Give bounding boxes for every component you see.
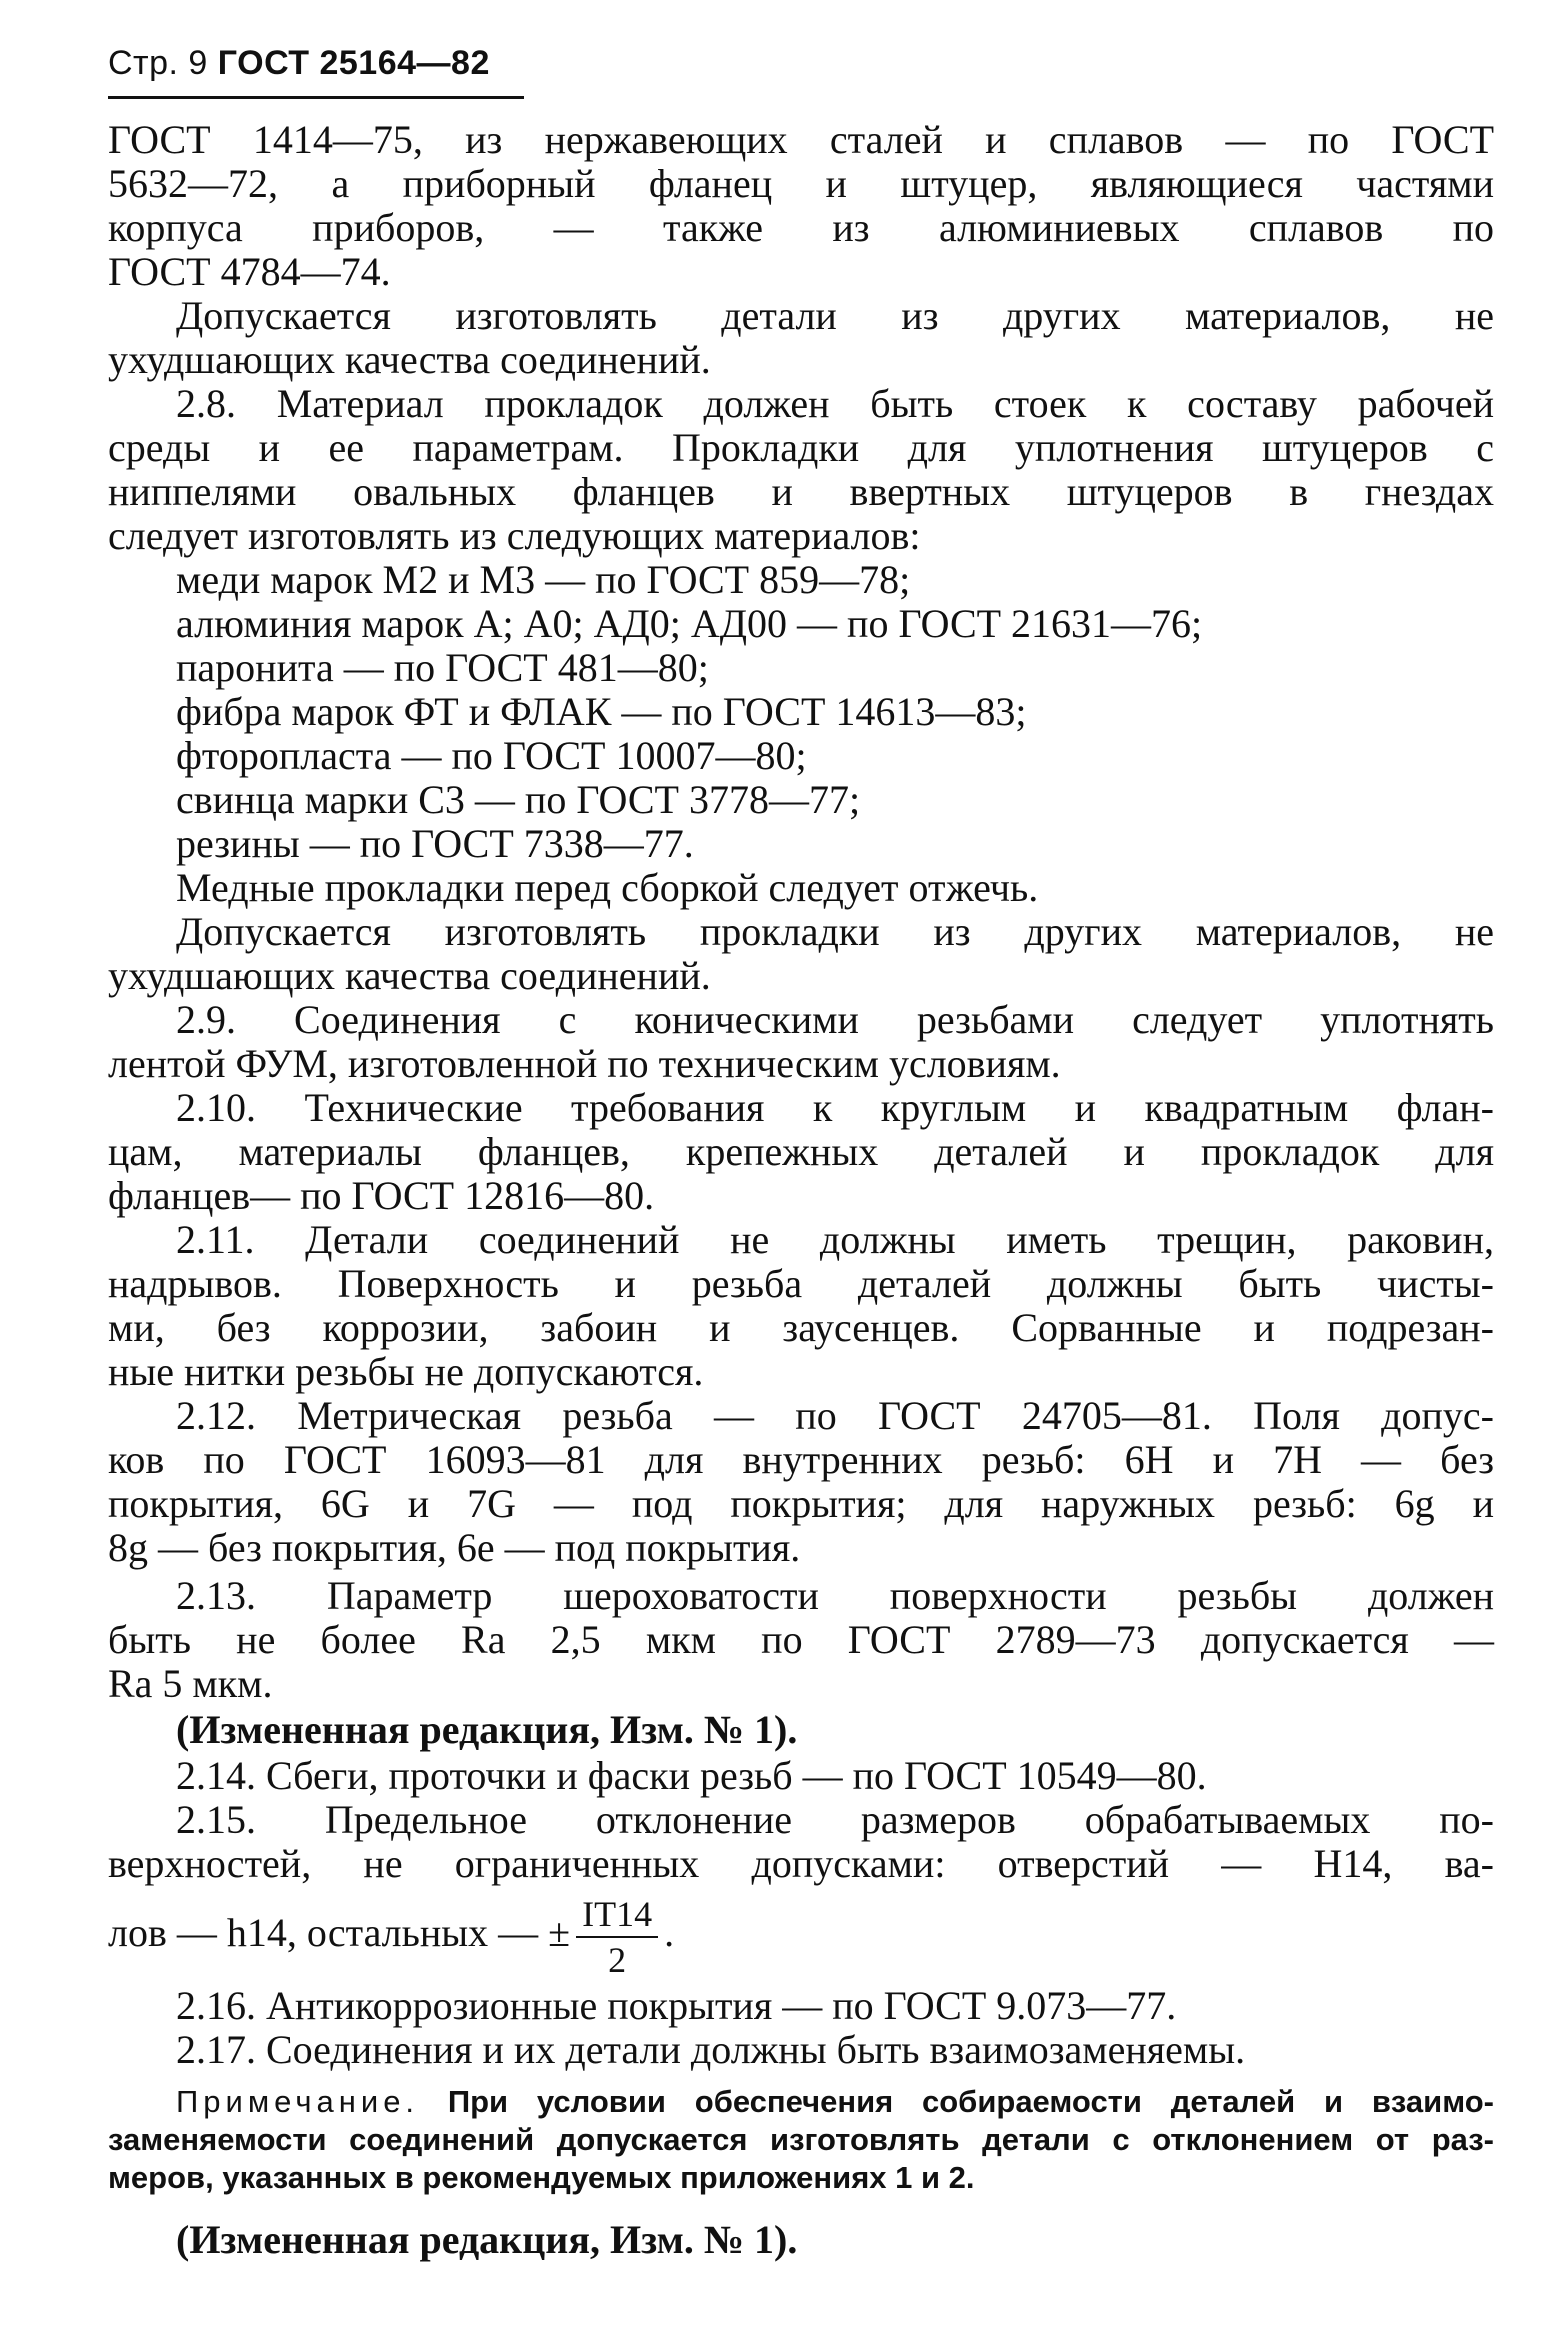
text-line: 5632—72, а приборный фланец и штуцер, являющиеся частями [108,161,1494,206]
text-line: 2.11. Детали соединений не должны иметь трещин, раковин, [176,1217,1494,1262]
text-line: ниппелями овальных фланцев и ввертных штуцеров в гнездах [108,469,1494,514]
text-line: быть не более Ra 2,5 мкм по ГОСТ 2789—73 допускается — [108,1617,1494,1662]
text-line: ми, без коррозии, забоин и заусенцев. Сорванные и подрезан- [108,1305,1494,1350]
fraction [576,1896,658,1978]
text-line: 2.17. Соединения и их детали должны быть взаимозаменяемы. [176,2027,1246,2072]
text-line: 2.15. Предельное отклонение размеров обрабатываемых по- [176,1797,1494,1842]
text-line: Допускается изготовлять детали из других материалов, не [176,293,1494,338]
page-header [108,44,490,83]
header-rule [108,96,524,99]
list-item: свинца марки С3 — по ГОСТ 3778—77; [176,777,861,822]
text-line: верхностей, не ограниченных допусками: отверстий — Н14, ва- [108,1841,1494,1886]
text-line: Медные прокладки перед сборкой следует отжечь. [176,865,1039,910]
text-line: 2.12. Метрическая резьба — по ГОСТ 24705—81. Поля допус- [176,1393,1494,1438]
fraction-denominator: 2 [608,1940,627,1980]
text-line: 2.14. Сбеги, проточки и фаски резьб — по ГОСТ 10549—80. [176,1753,1207,1798]
formula-end: . [664,1910,675,1956]
text-line: ГОСТ 1414—75, из нержавеющих сталей и сплавов — по ГОСТ [108,117,1494,162]
text-line: Допускается изготовлять прокладки из других материалов, не [176,909,1494,954]
list-item: фторопласта — по ГОСТ 10007—80; [176,733,807,778]
text-line: 2.10. Технические требования к круглым и квадратным флан- [176,1085,1494,1130]
list-item: алюминия марок А; А0; АД0; АД00 — по ГОСТ 21631—76; [176,601,1203,646]
change-note: (Измененная редакция, Изм. № 1). [176,1707,798,1752]
text-line: следует изготовлять из следующих материалов: [108,513,921,558]
text-line: ухудшающих качества соединений. [108,337,711,382]
list-item: меди марок М2 и М3 — по ГОСТ 859—78; [176,557,911,602]
text-line: лентой ФУМ, изготовленной по техническим условиям. [108,1041,1061,1086]
text-line: ные нитки резьбы не допускаются. [108,1349,704,1394]
standard-code: ГОСТ 25164—82 [217,44,490,82]
text-line: корпуса приборов, — также из алюминиевых сплавов по [108,205,1494,250]
text-line: ков по ГОСТ 16093—81 для внутренних резьб: 6Н и 7Н — без [108,1437,1494,1482]
fraction-numerator: IT14 [576,1896,658,1938]
text-line: 2.9. Соединения с коническими резьбами следует уплотнять [176,997,1494,1042]
formula-text: лов — h14, остальных — ± [108,1910,571,1956]
note-text: При условии обеспечения собираемости деталей и взаимо- [447,2084,1494,2119]
text-line: ГОСТ 4784—74. [108,249,391,294]
note-line: меров, указанных в рекомендуемых приложениях 1 и 2. [108,2160,975,2195]
text-line: фланцев— по ГОСТ 12816—80. [108,1173,655,1218]
text-line: 8g — без покрытия, 6е — под покрытия. [108,1525,801,1570]
text-line: надрывов. Поверхность и резьба деталей должны быть чисты- [108,1261,1494,1306]
note-line [176,2084,1494,2122]
text-line: покрытия, 6G и 7G — под покрытия; для наружных резьб: 6g и [108,1481,1494,1526]
list-item: паронита — по ГОСТ 481—80; [176,645,709,690]
formula-line [108,1894,1494,1980]
note-label: Примечание. [176,2084,420,2119]
text-line: среды и ее параметрам. Прокладки для уплотнения штуцеров с [108,425,1494,470]
list-item: резины — по ГОСТ 7338—77. [176,821,694,866]
text-line: 2.8. Материал прокладок должен быть стоек к составу рабочей [176,381,1494,426]
text-line: 2.16. Антикоррозионные покрытия — по ГОСТ 9.073—77. [176,1983,1177,2028]
text-line: ухудшающих качества соединений. [108,953,711,998]
text-line: 2.13. Параметр шероховатости поверхности резьбы должен [176,1573,1494,1618]
list-item: фибра марок ФТ и ФЛАК — по ГОСТ 14613—83; [176,689,1027,734]
text-line: Ra 5 мкм. [108,1661,273,1706]
text-line: цам, материалы фланцев, крепежных деталей и прокладок для [108,1129,1494,1174]
change-note: (Измененная редакция, Изм. № 1). [176,2217,798,2262]
page-number: Стр. 9 [108,44,208,82]
note-line: заменяемости соединений допускается изготовлять детали с отклонением от раз- [108,2122,1494,2157]
